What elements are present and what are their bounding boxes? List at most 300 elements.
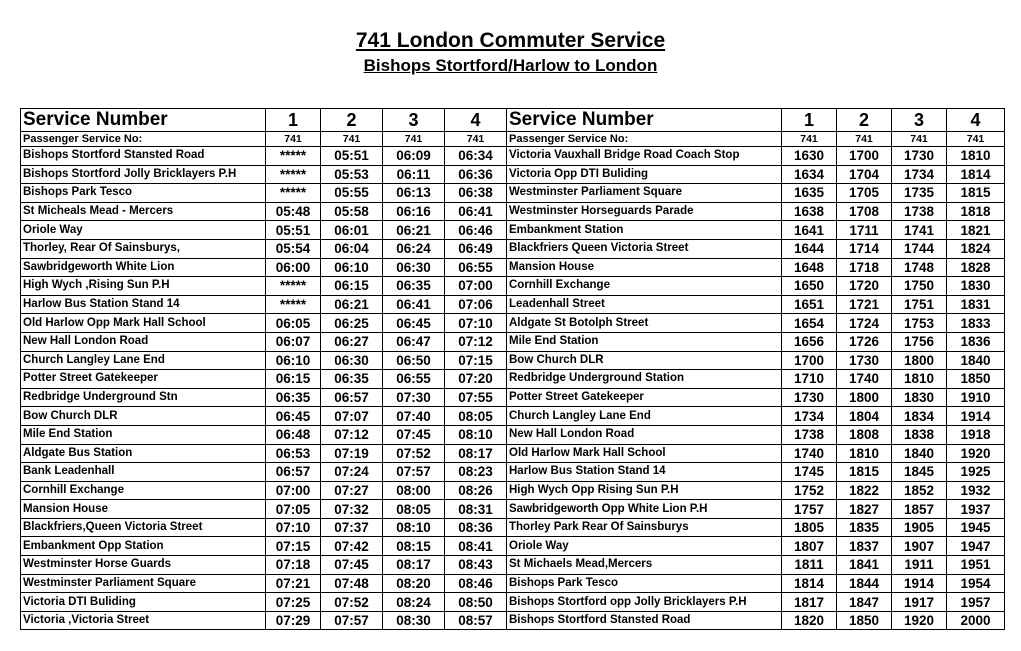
passenger-service-number-return: 741 [837, 132, 892, 147]
table-row [21, 295, 1005, 314]
inbound-time: 1710 [782, 370, 837, 389]
inbound-time: 1907 [892, 537, 947, 556]
inbound-time: 1845 [892, 463, 947, 482]
outbound-stop-name: Bishops Park Tesco [21, 184, 266, 203]
outbound-stop-name: Bishops Stortford Jolly Bricklayers P.H [21, 165, 266, 184]
inbound-time: 1917 [892, 593, 947, 612]
inbound-time: 1724 [837, 314, 892, 333]
inbound-time: 1852 [892, 481, 947, 500]
outbound-time: 08:57 [445, 611, 507, 630]
inbound-time: 1914 [947, 407, 1005, 426]
inbound-time: 1837 [837, 537, 892, 556]
outbound-time: 05:48 [266, 202, 321, 221]
table-row [21, 444, 1005, 463]
outbound-time: 08:24 [383, 593, 445, 612]
table-row [21, 407, 1005, 426]
outbound-stop-name: Sawbridgeworth White Lion [21, 258, 266, 277]
outbound-stop-name: New Hall London Road [21, 332, 266, 351]
inbound-time: 1905 [892, 518, 947, 537]
inbound-time: 1721 [837, 295, 892, 314]
outbound-stop-name: Embankment Opp Station [21, 537, 266, 556]
outbound-time: 07:57 [321, 611, 383, 630]
passenger-service-number: 741 [266, 132, 321, 147]
inbound-time: 1700 [837, 147, 892, 166]
inbound-stop-name: Aldgate St Botolph Street [507, 314, 782, 333]
inbound-time: 1840 [892, 444, 947, 463]
outbound-time: 07:40 [383, 407, 445, 426]
inbound-time: 1641 [782, 221, 837, 240]
inbound-time: 1821 [947, 221, 1005, 240]
service-number-label-return: Service Number [507, 109, 782, 132]
outbound-time: 06:47 [383, 332, 445, 351]
outbound-time: 05:51 [266, 221, 321, 240]
inbound-time: 1945 [947, 518, 1005, 537]
outbound-time: 08:05 [383, 500, 445, 519]
inbound-stop-name: Bishops Stortford Stansted Road [507, 611, 782, 630]
inbound-stop-name: Bishops Stortford opp Jolly Bricklayers P.H [507, 593, 782, 612]
outbound-stop-name: Victoria DTI Buliding [21, 593, 266, 612]
service-col-2: 2 [321, 109, 383, 132]
inbound-stop-name: Oriole Way [507, 537, 782, 556]
inbound-time: 1804 [837, 407, 892, 426]
table-row [21, 239, 1005, 258]
page-subtitle: Bishops Stortford/Harlow to London [363, 56, 658, 75]
passenger-service-number-return: 741 [947, 132, 1005, 147]
outbound-time: 06:00 [266, 258, 321, 277]
outbound-time: 07:42 [321, 537, 383, 556]
inbound-time: 1830 [947, 277, 1005, 296]
inbound-time: 1810 [947, 147, 1005, 166]
passenger-service-row [21, 132, 1005, 147]
page-title: 741 London Commuter Service [355, 29, 666, 52]
inbound-stop-name: Mansion House [507, 258, 782, 277]
outbound-time: 07:10 [445, 314, 507, 333]
outbound-time: 07:15 [266, 537, 321, 556]
service-col-3-return: 3 [892, 109, 947, 132]
outbound-time: ***** [266, 277, 321, 296]
table-row [21, 518, 1005, 537]
inbound-time: 1650 [782, 277, 837, 296]
outbound-time: 06:30 [383, 258, 445, 277]
inbound-stop-name: New Hall London Road [507, 425, 782, 444]
inbound-time: 1651 [782, 295, 837, 314]
outbound-stop-name: Cornhill Exchange [21, 481, 266, 500]
inbound-time: 1830 [892, 388, 947, 407]
inbound-time: 1734 [892, 165, 947, 184]
outbound-time: ***** [266, 165, 321, 184]
outbound-time: 06:45 [266, 407, 321, 426]
inbound-time: 1714 [837, 239, 892, 258]
outbound-time: 06:27 [321, 332, 383, 351]
outbound-stop-name: Bishops Stortford Stansted Road [21, 147, 266, 166]
service-col-1-return: 1 [782, 109, 837, 132]
outbound-time: 07:12 [321, 425, 383, 444]
inbound-time: 1822 [837, 481, 892, 500]
service-col-4-return: 4 [947, 109, 1005, 132]
inbound-time: 1745 [782, 463, 837, 482]
outbound-time: 06:09 [383, 147, 445, 166]
inbound-time: 1850 [947, 370, 1005, 389]
inbound-time: 1741 [892, 221, 947, 240]
outbound-time: 08:05 [445, 407, 507, 426]
outbound-stop-name: Church Langley Lane End [21, 351, 266, 370]
inbound-time: 1841 [837, 556, 892, 575]
outbound-time: 06:15 [266, 370, 321, 389]
outbound-time: 08:50 [445, 593, 507, 612]
outbound-time: 08:41 [445, 537, 507, 556]
table-row [21, 500, 1005, 519]
table-row [21, 221, 1005, 240]
outbound-time: 06:05 [266, 314, 321, 333]
outbound-time: 07:45 [383, 425, 445, 444]
inbound-stop-name: St Michaels Mead,Mercers [507, 556, 782, 575]
table-row [21, 463, 1005, 482]
outbound-time: 07:29 [266, 611, 321, 630]
outbound-time: 06:21 [321, 295, 383, 314]
outbound-stop-name: Oriole Way [21, 221, 266, 240]
table-row [21, 147, 1005, 166]
inbound-time: 1920 [892, 611, 947, 630]
inbound-stop-name: Leadenhall Street [507, 295, 782, 314]
outbound-time: 08:46 [445, 574, 507, 593]
table-row [21, 184, 1005, 203]
inbound-time: 1844 [837, 574, 892, 593]
passenger-service-label: Passenger Service No: [21, 132, 266, 147]
outbound-time: 06:49 [445, 239, 507, 258]
table-row [21, 202, 1005, 221]
outbound-time: 08:17 [383, 556, 445, 575]
outbound-time: ***** [266, 295, 321, 314]
outbound-time: 06:10 [321, 258, 383, 277]
inbound-time: 1824 [947, 239, 1005, 258]
outbound-time: 08:43 [445, 556, 507, 575]
inbound-stop-name: Blackfriers Queen Victoria Street [507, 239, 782, 258]
outbound-stop-name: Mile End Station [21, 425, 266, 444]
outbound-time: 06:15 [321, 277, 383, 296]
inbound-time: 1711 [837, 221, 892, 240]
outbound-time: 06:48 [266, 425, 321, 444]
inbound-time: 1800 [892, 351, 947, 370]
inbound-time: 1635 [782, 184, 837, 203]
outbound-time: 07:06 [445, 295, 507, 314]
outbound-time: 06:11 [383, 165, 445, 184]
service-col-2-return: 2 [837, 109, 892, 132]
outbound-time: 08:23 [445, 463, 507, 482]
service-number-label: Service Number [21, 109, 266, 132]
table-row [21, 611, 1005, 630]
outbound-stop-name: Westminster Parliament Square [21, 574, 266, 593]
outbound-stop-name: Thorley, Rear Of Sainsburys, [21, 239, 266, 258]
passenger-service-label-return: Passenger Service No: [507, 132, 782, 147]
passenger-service-number-return: 741 [782, 132, 837, 147]
inbound-time: 1656 [782, 332, 837, 351]
outbound-time: 06:01 [321, 221, 383, 240]
outbound-stop-name: High Wych ,Rising Sun P.H [21, 277, 266, 296]
outbound-time: 07:30 [383, 388, 445, 407]
inbound-time: 1634 [782, 165, 837, 184]
outbound-time: 06:55 [445, 258, 507, 277]
outbound-time: 07:00 [445, 277, 507, 296]
outbound-time: 07:10 [266, 518, 321, 537]
outbound-time: 08:31 [445, 500, 507, 519]
inbound-time: 1648 [782, 258, 837, 277]
outbound-stop-name: St Micheals Mead - Mercers [21, 202, 266, 221]
inbound-time: 1820 [782, 611, 837, 630]
inbound-time: 1718 [837, 258, 892, 277]
inbound-stop-name: Embankment Station [507, 221, 782, 240]
inbound-time: 1850 [837, 611, 892, 630]
inbound-time: 1708 [837, 202, 892, 221]
outbound-time: 07:18 [266, 556, 321, 575]
outbound-stop-name: Aldgate Bus Station [21, 444, 266, 463]
inbound-time: 1810 [837, 444, 892, 463]
outbound-time: 06:50 [383, 351, 445, 370]
outbound-time: 06:46 [445, 221, 507, 240]
outbound-time: 08:20 [383, 574, 445, 593]
table-row [21, 351, 1005, 370]
inbound-time: 1957 [947, 593, 1005, 612]
inbound-time: 1814 [947, 165, 1005, 184]
outbound-time: 07:52 [321, 593, 383, 612]
inbound-time: 1925 [947, 463, 1005, 482]
outbound-time: 06:34 [445, 147, 507, 166]
inbound-time: 1951 [947, 556, 1005, 575]
inbound-time: 1810 [892, 370, 947, 389]
inbound-time: 1918 [947, 425, 1005, 444]
inbound-time: 1740 [782, 444, 837, 463]
inbound-time: 1756 [892, 332, 947, 351]
inbound-stop-name: Potter Street Gatekeeper [507, 388, 782, 407]
inbound-time: 1638 [782, 202, 837, 221]
outbound-time: 06:07 [266, 332, 321, 351]
inbound-stop-name: Harlow Bus Station Stand 14 [507, 463, 782, 482]
inbound-time: 1807 [782, 537, 837, 556]
outbound-stop-name: Blackfriers,Queen Victoria Street [21, 518, 266, 537]
outbound-time: 07:15 [445, 351, 507, 370]
table-row [21, 277, 1005, 296]
outbound-time: 07:48 [321, 574, 383, 593]
outbound-time: 06:55 [383, 370, 445, 389]
table-row [21, 165, 1005, 184]
outbound-time: 07:57 [383, 463, 445, 482]
inbound-time: 1814 [782, 574, 837, 593]
inbound-time: 1836 [947, 332, 1005, 351]
inbound-time: 1700 [782, 351, 837, 370]
table-row [21, 370, 1005, 389]
outbound-time: 06:57 [266, 463, 321, 482]
outbound-stop-name: Potter Street Gatekeeper [21, 370, 266, 389]
outbound-time: 08:10 [445, 425, 507, 444]
outbound-stop-name: Redbridge Underground Stn [21, 388, 266, 407]
outbound-time: 07:00 [266, 481, 321, 500]
outbound-stop-name: Westminster Horse Guards [21, 556, 266, 575]
outbound-time: 06:35 [266, 388, 321, 407]
outbound-time: 07:55 [445, 388, 507, 407]
inbound-time: 1705 [837, 184, 892, 203]
outbound-time: 05:58 [321, 202, 383, 221]
outbound-time: 06:41 [445, 202, 507, 221]
outbound-time: 08:36 [445, 518, 507, 537]
inbound-time: 1835 [837, 518, 892, 537]
inbound-stop-name: Cornhill Exchange [507, 277, 782, 296]
inbound-time: 1654 [782, 314, 837, 333]
inbound-time: 1808 [837, 425, 892, 444]
service-col-4: 4 [445, 109, 507, 132]
inbound-time: 1834 [892, 407, 947, 426]
outbound-time: 06:45 [383, 314, 445, 333]
outbound-time: 07:45 [321, 556, 383, 575]
inbound-time: 1815 [837, 463, 892, 482]
inbound-time: 1818 [947, 202, 1005, 221]
table-row [21, 481, 1005, 500]
inbound-stop-name: Bishops Park Tesco [507, 574, 782, 593]
inbound-time: 1748 [892, 258, 947, 277]
inbound-time: 1800 [837, 388, 892, 407]
inbound-time: 1738 [782, 425, 837, 444]
outbound-stop-name: Bank Leadenhall [21, 463, 266, 482]
outbound-time: 06:04 [321, 239, 383, 258]
inbound-stop-name: Victoria Vauxhall Bridge Road Coach Stop [507, 147, 782, 166]
inbound-time: 1750 [892, 277, 947, 296]
inbound-time: 1817 [782, 593, 837, 612]
outbound-time: 07:52 [383, 444, 445, 463]
inbound-time: 1630 [782, 147, 837, 166]
outbound-stop-name: Bow Church DLR [21, 407, 266, 426]
inbound-time: 1857 [892, 500, 947, 519]
inbound-stop-name: Mile End Station [507, 332, 782, 351]
inbound-stop-name: Victoria Opp DTI Buliding [507, 165, 782, 184]
inbound-time: 1847 [837, 593, 892, 612]
inbound-time: 1720 [837, 277, 892, 296]
inbound-stop-name: Westminster Parliament Square [507, 184, 782, 203]
outbound-time: 07:32 [321, 500, 383, 519]
outbound-time: 06:16 [383, 202, 445, 221]
outbound-time: 07:07 [321, 407, 383, 426]
outbound-time: 06:24 [383, 239, 445, 258]
inbound-time: 1730 [892, 147, 947, 166]
outbound-time: ***** [266, 147, 321, 166]
outbound-time: 06:30 [321, 351, 383, 370]
outbound-time: 07:20 [445, 370, 507, 389]
outbound-time: 08:00 [383, 481, 445, 500]
inbound-time: 1954 [947, 574, 1005, 593]
outbound-time: 08:17 [445, 444, 507, 463]
outbound-time: 07:37 [321, 518, 383, 537]
inbound-time: 1751 [892, 295, 947, 314]
service-col-1: 1 [266, 109, 321, 132]
outbound-time: 06:10 [266, 351, 321, 370]
inbound-time: 1828 [947, 258, 1005, 277]
inbound-time: 1644 [782, 239, 837, 258]
inbound-stop-name: Westminster Horseguards Parade [507, 202, 782, 221]
outbound-time: 08:30 [383, 611, 445, 630]
outbound-time: ***** [266, 184, 321, 203]
outbound-time: 08:26 [445, 481, 507, 500]
inbound-time: 1914 [892, 574, 947, 593]
table-row [21, 593, 1005, 612]
outbound-time: 07:05 [266, 500, 321, 519]
outbound-time: 07:19 [321, 444, 383, 463]
inbound-stop-name: Old Harlow Mark Hall School [507, 444, 782, 463]
outbound-time: 05:55 [321, 184, 383, 203]
table-row [21, 388, 1005, 407]
outbound-time: 05:53 [321, 165, 383, 184]
outbound-time: 06:13 [383, 184, 445, 203]
outbound-time: 05:54 [266, 239, 321, 258]
inbound-time: 1744 [892, 239, 947, 258]
inbound-stop-name: Thorley Park Rear Of Sainsburys [507, 518, 782, 537]
inbound-time: 1740 [837, 370, 892, 389]
outbound-time: 08:15 [383, 537, 445, 556]
inbound-time: 1827 [837, 500, 892, 519]
passenger-service-number: 741 [383, 132, 445, 147]
inbound-time: 1838 [892, 425, 947, 444]
inbound-time: 1735 [892, 184, 947, 203]
inbound-time: 1840 [947, 351, 1005, 370]
outbound-time: 07:27 [321, 481, 383, 500]
outbound-time: 06:21 [383, 221, 445, 240]
outbound-time: 06:35 [383, 277, 445, 296]
outbound-time: 08:10 [383, 518, 445, 537]
inbound-time: 1704 [837, 165, 892, 184]
outbound-stop-name: Mansion House [21, 500, 266, 519]
outbound-time: 06:25 [321, 314, 383, 333]
inbound-time: 1815 [947, 184, 1005, 203]
table-row [21, 425, 1005, 444]
outbound-time: 06:41 [383, 295, 445, 314]
inbound-time: 1734 [782, 407, 837, 426]
outbound-time: 07:12 [445, 332, 507, 351]
table-row [21, 332, 1005, 351]
table-row [21, 574, 1005, 593]
passenger-service-number: 741 [445, 132, 507, 147]
outbound-time: 06:36 [445, 165, 507, 184]
outbound-time: 05:51 [321, 147, 383, 166]
inbound-time: 2000 [947, 611, 1005, 630]
inbound-stop-name: Redbridge Underground Station [507, 370, 782, 389]
inbound-time: 1753 [892, 314, 947, 333]
inbound-time: 1730 [837, 351, 892, 370]
outbound-time: 07:24 [321, 463, 383, 482]
inbound-time: 1833 [947, 314, 1005, 333]
inbound-stop-name: Church Langley Lane End [507, 407, 782, 426]
table-row [21, 537, 1005, 556]
passenger-service-number: 741 [321, 132, 383, 147]
header-row [21, 109, 1005, 132]
table-row [21, 258, 1005, 277]
timetable [20, 108, 1005, 630]
inbound-time: 1811 [782, 556, 837, 575]
inbound-time: 1947 [947, 537, 1005, 556]
outbound-time: 07:21 [266, 574, 321, 593]
service-col-3: 3 [383, 109, 445, 132]
outbound-time: 06:38 [445, 184, 507, 203]
inbound-stop-name: High Wych Opp Rising Sun P.H [507, 481, 782, 500]
inbound-time: 1738 [892, 202, 947, 221]
inbound-time: 1932 [947, 481, 1005, 500]
table-row [21, 314, 1005, 333]
outbound-time: 06:53 [266, 444, 321, 463]
inbound-time: 1911 [892, 556, 947, 575]
inbound-time: 1910 [947, 388, 1005, 407]
outbound-time: 06:57 [321, 388, 383, 407]
inbound-time: 1726 [837, 332, 892, 351]
outbound-stop-name: Victoria ,Victoria Street [21, 611, 266, 630]
inbound-time: 1805 [782, 518, 837, 537]
inbound-time: 1757 [782, 500, 837, 519]
inbound-time: 1920 [947, 444, 1005, 463]
outbound-stop-name: Harlow Bus Station Stand 14 [21, 295, 266, 314]
